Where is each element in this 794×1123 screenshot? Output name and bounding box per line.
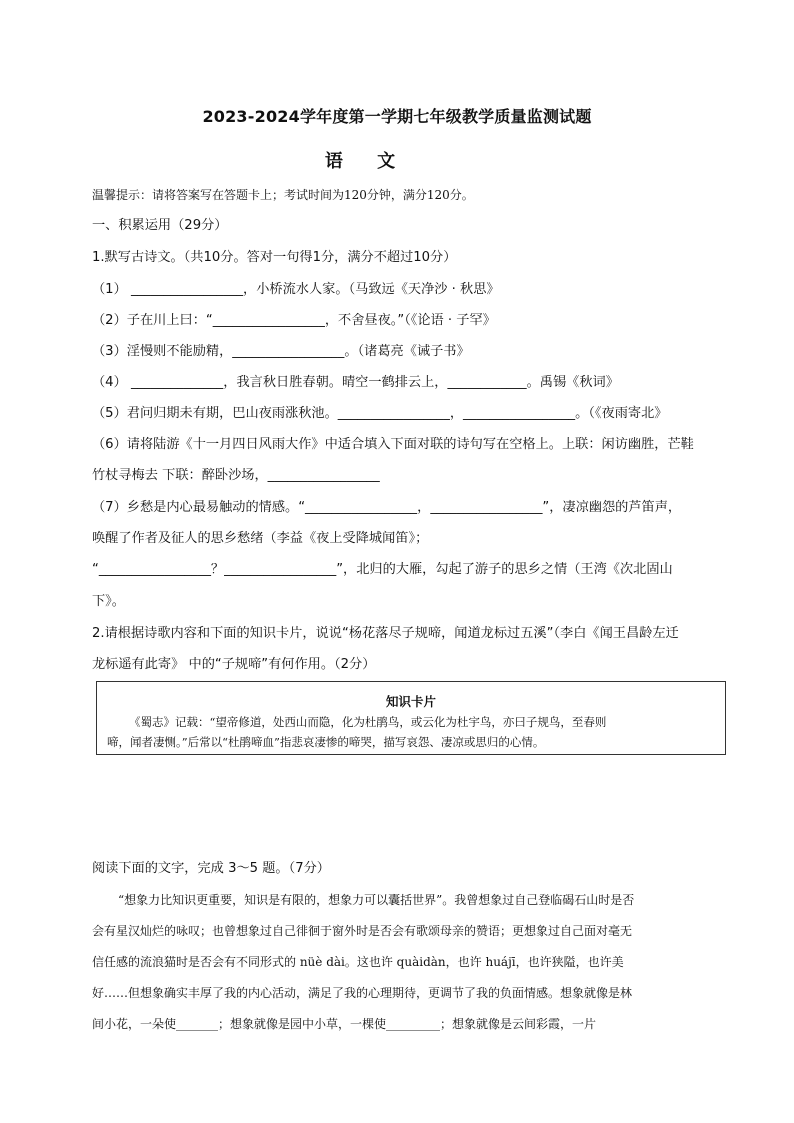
knowledge-card-title: 知识卡片: [385, 694, 436, 709]
exam-title: 2023-2024学年度第一学期七年级教学质量监测试题: [202, 107, 592, 126]
reading-paragraph-line: “想象力比知识更重要，知识是有限的，想象力可以囊括世界”。我曾想象过自己登临碣石山时是否: [118, 893, 635, 907]
reading-header: 阅读下面的文字，完成 3～5 题。（7分）: [92, 861, 330, 876]
reading-paragraph-line: 间小花，一朵使_______；想象就像是园中小草，一棵使_________；想象就像是云间彩霞，一片: [92, 1017, 597, 1031]
question-1-item: 竹杖寻梅去 下联：醉卧沙场，_________________: [92, 468, 380, 483]
section-heading: 一、积累运用（29分）: [92, 218, 228, 233]
question-1-item: （3）淫慢则不能励精，_________________。（诸葛亮《诫子书》: [92, 344, 470, 359]
notice-text: 温馨提示：请将答案写在答题卡上；考试时间为120分钟，满分120分。: [92, 188, 474, 202]
question-1-item: （5）君问归期未有期，巴山夜雨涨秋池。_________________，_________________。（《夜雨寄北》: [92, 406, 668, 421]
knowledge-card-line: 《蜀志》记载：“望帝修道，处西山而隐，化为杜鹃鸟，或云化为杜宇鸟，亦曰子规鸟，至春则: [129, 715, 607, 729]
knowledge-card-line: 啼，闻者凄恻。”后常以“杜鹃啼血”指悲哀凄惨的啼哭，描写哀怨、凄凉或思归的心情。: [107, 735, 545, 749]
reading-paragraph-line: 好……但想象确实丰厚了我的内心活动，满足了我的心理期待，更调节了我的负面情感。想象就像是林: [92, 986, 633, 1000]
question-1-item: （1） _________________，小桥流水人家。（马致远《天净沙 · 秋思》: [92, 282, 500, 297]
subject-heading: 语 文: [324, 151, 410, 172]
question-1-item: 下》。: [92, 594, 125, 609]
reading-paragraph-line: 会有星汉灿烂的咏叹；也曾想象过自己徘徊于窗外时是否会有歌颂母亲的赞语；更想象过自己面对毫无: [92, 924, 633, 938]
question-1-item: 唤醒了作者及征人的思乡愁绪（李益《夜上受降城闻笛》；: [92, 531, 429, 546]
question-1-item: （7）乡愁是内心最易触动的情感。“_________________，_________________”，凄凉幽怨的芦笛声，: [92, 500, 682, 515]
reading-paragraph-line: 信任感的流浪猫时是否会有不同形式的 nüè dài。这也许 quàidàn，也许 huájī，也许狭隘，也许美: [92, 955, 624, 969]
question-1-header: 1.默写古诗文。（共10分。答对一句得1分，满分不超过10分）: [92, 250, 457, 265]
question-1-item: “_________________？_________________”，北归的大雁，勾起了游子的思乡之情（王湾《次北固山: [92, 562, 673, 577]
question-2-text: 2.请根据诗歌内容和下面的知识卡片，说说“杨花落尽子规啼，闻道龙标过五溪”（李白《闻王昌龄左迁: [92, 626, 679, 641]
question-1-item: （4） ______________，我言秋日胜春朝。晴空一鹤排云上，____________。禹锡《秋词》: [92, 375, 619, 390]
question-1-item: （2）子在川上曰：“_________________，不舍昼夜。”（《论语 · 子罕》: [92, 313, 496, 328]
question-2-text: 龙标遥有此寄》 中的“子规啼”有何作用。（2分）: [92, 657, 376, 672]
knowledge-card: [96, 681, 726, 755]
question-1-item: （6）请将陆游《十一月四日风雨大作》中适合填入下面对联的诗句写在空格上。上联：闲访幽胜，芒鞋: [92, 437, 694, 452]
